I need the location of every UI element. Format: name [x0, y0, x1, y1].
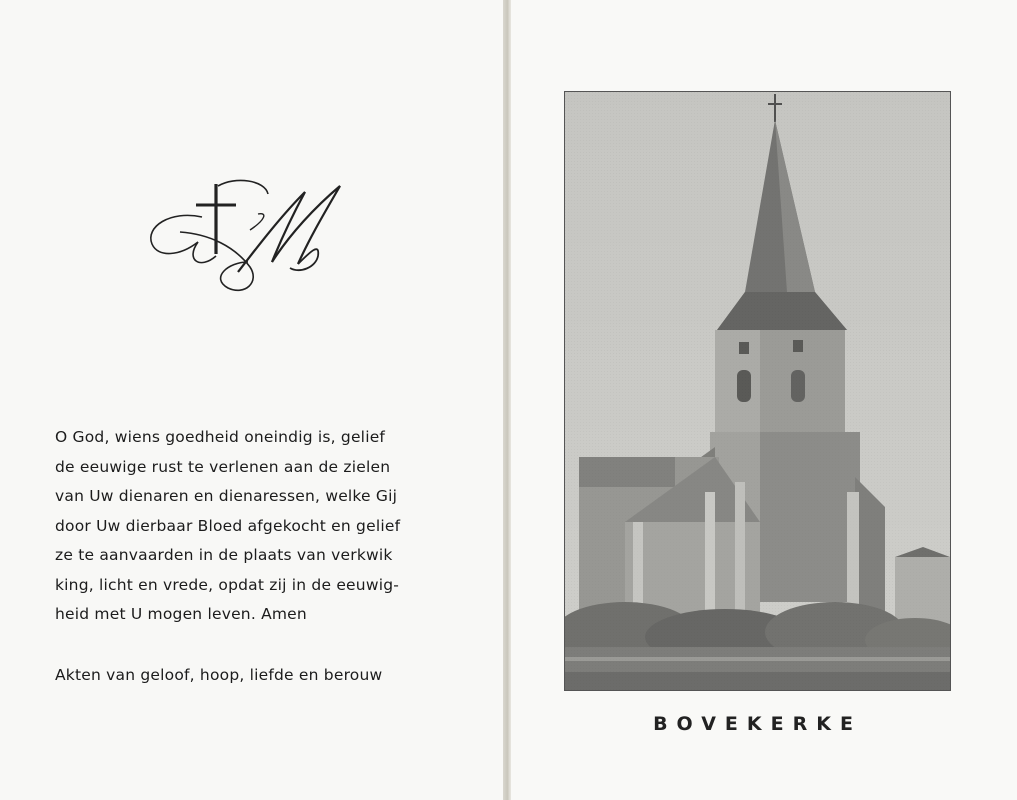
prayer-line: O God, wiens goedheid oneindig is, gelief [55, 428, 386, 446]
prayer-line: ze te aanvaarden in de plaats van verkwik [55, 546, 393, 564]
left-panel [0, 0, 505, 800]
place-caption: BOVEKERKE [653, 713, 862, 735]
prayer-line: king, licht en vrede, opdat zij in de eeuwig- [55, 575, 400, 594]
prayer-line: van Uw dienaren en dienaressen, welke Gij [55, 487, 398, 505]
acts-text: Akten van geloof, hoop, liefde en berouw [55, 666, 383, 684]
church-photo [564, 91, 951, 691]
cross-and-m-monogram-icon [140, 172, 350, 302]
prayer-text [55, 423, 455, 630]
prayer-line: door Uw dierbaar Bloed afgekocht en gelief [55, 516, 401, 535]
prayer-line: de eeuwige rust te verlenen aan de zielen [55, 457, 391, 476]
prayer-line: heid met U mogen leven. Amen [55, 605, 307, 623]
